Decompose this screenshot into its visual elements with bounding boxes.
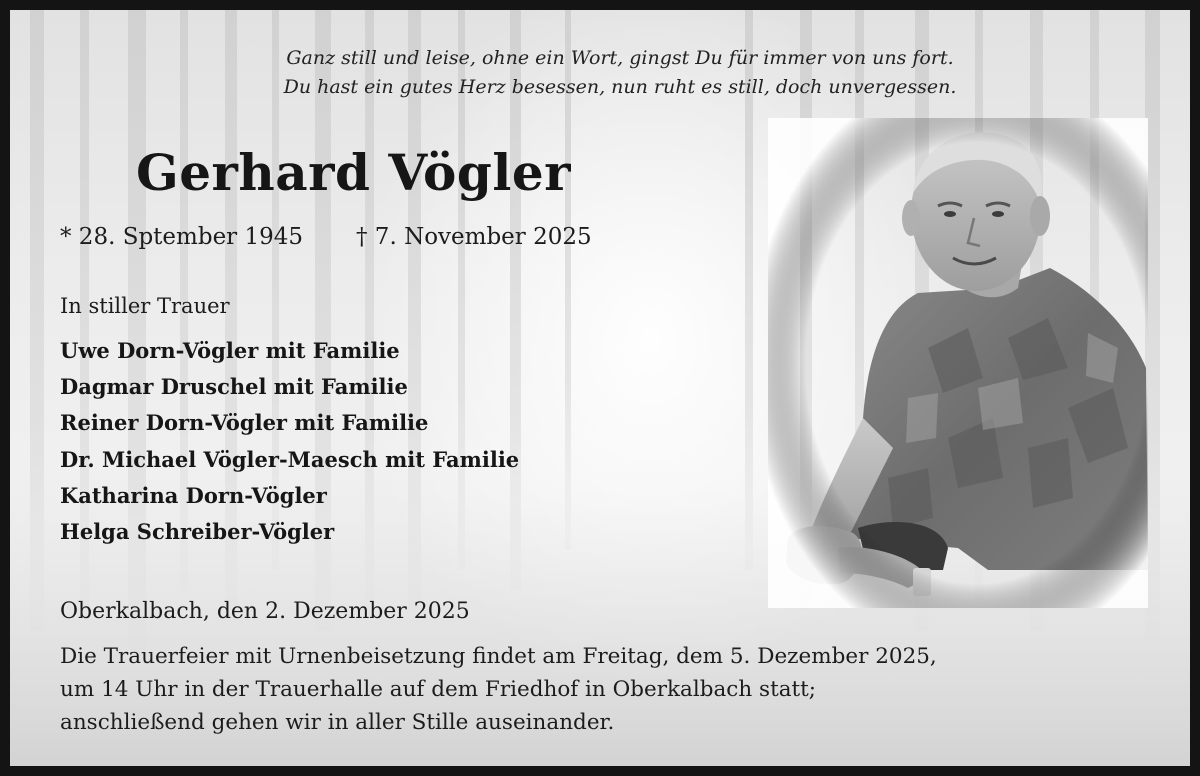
mourner-name: Dagmar Druschel mit Familie <box>60 374 408 400</box>
mourner-name: Helga Schreiber-Vögler <box>60 519 335 545</box>
ceremony-line-3: anschließend gehen wir in aller Stille auseinander. <box>60 710 615 735</box>
verse-line-1: Ganz still und leise, ohne ein Wort, gingst Du für immer von uns fort. <box>286 47 954 69</box>
verse-line-2: Du hast ein gutes Herz besessen, nun ruht es still, doch unvergessen. <box>283 76 957 98</box>
ceremony-line-2: um 14 Uhr in der Trauerhalle auf dem Friedhof in Oberkalbach statt; <box>60 677 817 702</box>
mourner-name: Reiner Dorn-Vögler mit Familie <box>60 410 429 436</box>
ceremony-line-1: Die Trauerfeier mit Urnenbeisetzung findet am Freitag, dem 5. Dezember 2025, <box>60 644 937 669</box>
mourning-intro: In stiller Trauer <box>60 294 230 318</box>
place-and-date: Oberkalbach, den 2. Dezember 2025 <box>60 599 470 624</box>
mourners-list <box>60 333 519 550</box>
birth-date: * 28. Sptember 1945 <box>60 224 304 250</box>
mourner-name: Dr. Michael Vögler-Maesch mit Familie <box>60 446 520 472</box>
portrait-photo <box>768 118 1148 608</box>
ceremony-details <box>60 640 1140 739</box>
mourner-name: Katharina Dorn-Vögler <box>60 482 327 508</box>
mourner-name: Uwe Dorn-Vögler mit Familie <box>60 338 400 363</box>
death-date: † 7. November 2025 <box>356 224 592 250</box>
deceased-name: Gerhard Vögler <box>136 143 571 202</box>
